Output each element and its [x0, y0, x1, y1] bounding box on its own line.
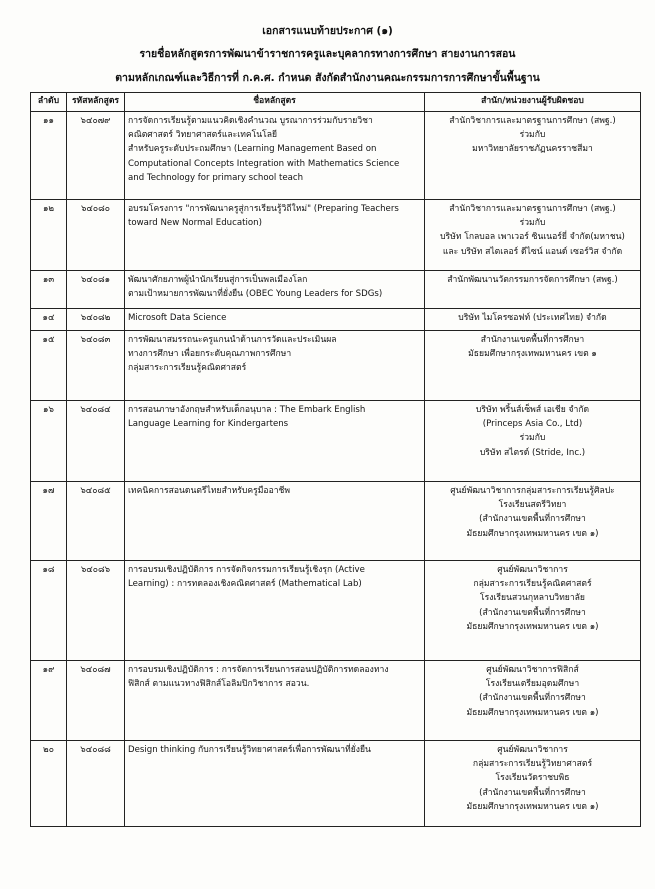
course-name-line: การจัดการเรียนรู้ตามแนวคิดเชิงคำนวณ บูรณาการร่วมกับรายวิชา — [128, 116, 373, 126]
table-row — [31, 661, 641, 741]
course-name-line: Microsoft Data Science — [128, 313, 227, 323]
agency-line: กลุ่มสาระการเรียนรู้คณิตศาสตร์ — [473, 579, 592, 590]
course-code: ๖๔๐๘๘ — [67, 741, 125, 827]
course-name-cell — [125, 271, 425, 309]
course-name-line: เทคนิคการสอนดนตรีไทยสำหรับครูมืออาชีพ — [128, 486, 291, 496]
table-row — [31, 331, 641, 401]
agency-line: ศูนย์พัฒนาวิชาการ — [497, 565, 568, 575]
course-name-cell — [125, 482, 425, 561]
course-name-line: Language Learning for Kindergartens — [128, 419, 289, 430]
agency-line: ร่วมกับ — [519, 130, 546, 141]
agency-line: ร่วมกับ — [519, 218, 546, 229]
agency-line: ศูนย์พัฒนาวิชาการฟิสิกส์ — [486, 665, 579, 675]
agency-line: สำนักวิชาการและมาตรฐานการศึกษา (สพฐ.) — [449, 204, 616, 214]
course-name-line: and Technology for primary school teach — [128, 172, 304, 183]
table-row — [31, 482, 641, 561]
course-name-line: อบรมโครงการ "การพัฒนาครูสู่การเรียนรู้วิถีใหม่" (Preparing Teachers — [128, 204, 399, 214]
agency-line: โรงเรียนสตรีวิทยา — [498, 500, 567, 511]
table-row — [31, 309, 641, 331]
course-code: ๖๔๐๘๑ — [67, 271, 125, 309]
agency-line: มัธยมศึกษากรุงเทพมหานคร เขต ๑ — [468, 349, 597, 360]
agency-line: (สำนักงานเขตพื้นที่การศึกษา — [479, 787, 586, 798]
course-code: ๖๔๐๘๗ — [67, 661, 125, 741]
responsible-agency-cell — [425, 271, 641, 309]
agency-line: มหาวิทยาลัยราชภัฏนครราชสีมา — [472, 144, 593, 155]
responsible-agency-cell — [425, 482, 641, 561]
row-number: ๑๗ — [31, 482, 67, 561]
responsible-agency-cell — [425, 401, 641, 482]
course-name-cell — [125, 401, 425, 482]
agency-line: มัธยมศึกษากรุงเทพมหานคร เขต ๑) — [466, 621, 599, 632]
col-header-course: ชื่อหลักสูตร — [125, 93, 425, 112]
course-name-line: คณิตศาสตร์ วิทยาศาสตร์และเทคโนโลยี — [128, 130, 278, 141]
agency-line: มัธยมศึกษากรุงเทพมหานคร เขต ๑) — [466, 801, 599, 812]
agency-line: โรงเรียนเตรียมอุดมศึกษา — [485, 679, 580, 690]
table-row — [31, 200, 641, 271]
agency-line: สำนักงานเขตพื้นที่การศึกษา — [480, 335, 585, 345]
agency-line: กลุ่มสาระการเรียนรู้วิทยาศาสตร์ — [472, 759, 593, 770]
course-name-line: ทางการศึกษา เพื่อยกระดับคุณภาพการศึกษา — [128, 349, 292, 360]
agency-line: และ บริษัท สไตเลอร์ ดีไซน์ แอนด์ เซอร์วิส จำกัด — [442, 246, 623, 257]
responsible-agency-cell — [425, 200, 641, 271]
course-code: ๖๔๐๘๐ — [67, 200, 125, 271]
course-name-cell — [125, 200, 425, 271]
agency-line: (Princeps Asia Co., Ltd) — [482, 419, 583, 430]
course-name-line: ตามเป้าหมายการพัฒนาที่ยั่งยืน (OBEC Young Leaders for SDGs) — [128, 289, 383, 300]
row-number: ๑๔ — [31, 309, 67, 331]
agency-line: บริษัท โกลบอล เพาเวอร์ ซินเนอร์ยี่ จำกัด(มหาชน) — [440, 232, 625, 243]
agency-line: สำนักวิชาการและมาตรฐานการศึกษา (สพฐ.) — [449, 116, 616, 126]
course-name-line: กลุ่มสาระการเรียนรู้คณิตศาสตร์ — [128, 363, 247, 374]
course-code: ๖๔๐๘๓ — [67, 331, 125, 401]
course-name-line: Learning) : การทดลองเชิงคณิตศาสตร์ (Mathematical Lab) — [128, 579, 362, 590]
responsible-agency-cell — [425, 331, 641, 401]
responsible-agency-cell — [425, 741, 641, 827]
agency-line: (สำนักงานเขตพื้นที่การศึกษา — [479, 514, 586, 525]
row-number: ๑๙ — [31, 661, 67, 741]
course-name-cell — [125, 309, 425, 331]
criteria-subtitle: ตามหลักเกณฑ์และวิธีการที่ ก.ค.ศ. กำหนด สังกัดสำนักงานคณะกรรมการการศึกษาขั้นพื้นฐาน — [115, 72, 540, 84]
table-row — [31, 401, 641, 482]
col-header-agency: สำนัก/หน่วยงานผู้รับผิดชอบ — [425, 93, 641, 112]
table-row — [31, 112, 641, 200]
course-name-cell — [125, 661, 425, 741]
table-header-row — [31, 93, 641, 112]
course-code: ๖๔๐๗๙ — [67, 112, 125, 200]
agency-line: มัธยมศึกษากรุงเทพมหานคร เขต ๑) — [466, 528, 599, 539]
agency-line: ศูนย์พัฒนาวิชาการกลุ่มสาระการเรียนรู้ศิลปะ — [450, 486, 615, 496]
row-number: ๑๓ — [31, 271, 67, 309]
row-number: ๒๐ — [31, 741, 67, 827]
row-number: ๑๖ — [31, 401, 67, 482]
agency-line: โรงเรียนวัดราชบพิธ — [495, 773, 570, 784]
agency-line: สำนักพัฒนานวัตกรรมการจัดการศึกษา (สพฐ.) — [447, 275, 618, 285]
col-header-code: รหัสหลักสูตร — [67, 93, 125, 112]
row-number: ๑๕ — [31, 331, 67, 401]
course-name-line: Design thinking กับการเรียนรู้วิทยาศาสตร์เพื่อการพัฒนาที่ยั่งยืน — [128, 745, 371, 755]
agency-line: บริษัท ไมโครซอฟท์ (ประเทศไทย) จำกัด — [458, 313, 607, 323]
course-name-line: Computational Concepts Integration with Mathematics Science — [128, 158, 400, 169]
agency-line: บริษัท พริ้นส์เซ็พส์ เอเชีย จำกัด — [475, 405, 590, 415]
table-row — [31, 741, 641, 827]
course-code: ๖๔๐๘๖ — [67, 561, 125, 661]
course-name-cell — [125, 112, 425, 200]
course-name-line: การอบรมเชิงปฏิบัติการ : การจัดการเรียนการสอนปฏิบัติการทดลองทาง — [128, 665, 389, 675]
responsible-agency-cell — [425, 309, 641, 331]
course-name-line: พัฒนาศักยภาพผู้นำนักเรียนสู่การเป็นพลเมืองโลก — [128, 275, 308, 285]
list-title: รายชื่อหลักสูตรการพัฒนาข้าราชการครูและบุคลากรทางการศึกษา สายงานการสอน — [139, 48, 516, 60]
col-header-number: ลำดับ — [31, 93, 67, 112]
course-name-line: ฟิสิกส์ ตามแนวทางฟิสิกส์โอลิมปิกวิชาการ สอวน. — [128, 679, 310, 690]
course-name-cell — [125, 741, 425, 827]
table-row — [31, 561, 641, 661]
course-table — [30, 92, 641, 827]
course-name-line: สำหรับครูระดับประถมศึกษา (Learning Management Based on — [128, 144, 377, 155]
row-number: ๑๘ — [31, 561, 67, 661]
agency-line: ศูนย์พัฒนาวิชาการ — [497, 745, 568, 755]
course-name-line: การอบรมเชิงปฏิบัติการ การจัดกิจกรรมการเรียนรู้เชิงรุก (Active — [128, 565, 365, 575]
attachment-title: เอกสารแนบท้ายประกาศ (๑) — [262, 25, 393, 37]
row-number: ๑๒ — [31, 200, 67, 271]
course-name-line: การสอนภาษาอังกฤษสำหรับเด็กอนุบาล : The Embark English — [128, 405, 366, 415]
table-row — [31, 271, 641, 309]
course-name-line: การพัฒนาสมรรถนะครูแกนนำด้านการวัดและประเมินผล — [128, 335, 337, 345]
agency-line: บริษัท สไตรด์ (Stride, Inc.) — [479, 447, 586, 458]
course-code: ๖๔๐๘๕ — [67, 482, 125, 561]
responsible-agency-cell — [425, 561, 641, 661]
agency-line: (สำนักงานเขตพื้นที่การศึกษา — [479, 607, 586, 618]
responsible-agency-cell — [425, 661, 641, 741]
course-name-cell — [125, 331, 425, 401]
course-name-cell — [125, 561, 425, 661]
agency-line: ร่วมกับ — [519, 433, 546, 444]
agency-line: มัธยมศึกษากรุงเทพมหานคร เขต ๑) — [466, 707, 599, 718]
table-body — [31, 112, 641, 827]
responsible-agency-cell — [425, 112, 641, 200]
agency-line: โรงเรียนสวนกุหลาบวิทยาลัย — [480, 593, 585, 604]
row-number: ๑๑ — [31, 112, 67, 200]
course-name-line: toward New Normal Education) — [128, 218, 262, 229]
course-code: ๖๔๐๘๔ — [67, 401, 125, 482]
agency-line: (สำนักงานเขตพื้นที่การศึกษา — [479, 693, 586, 704]
course-code: ๖๔๐๘๒ — [67, 309, 125, 331]
